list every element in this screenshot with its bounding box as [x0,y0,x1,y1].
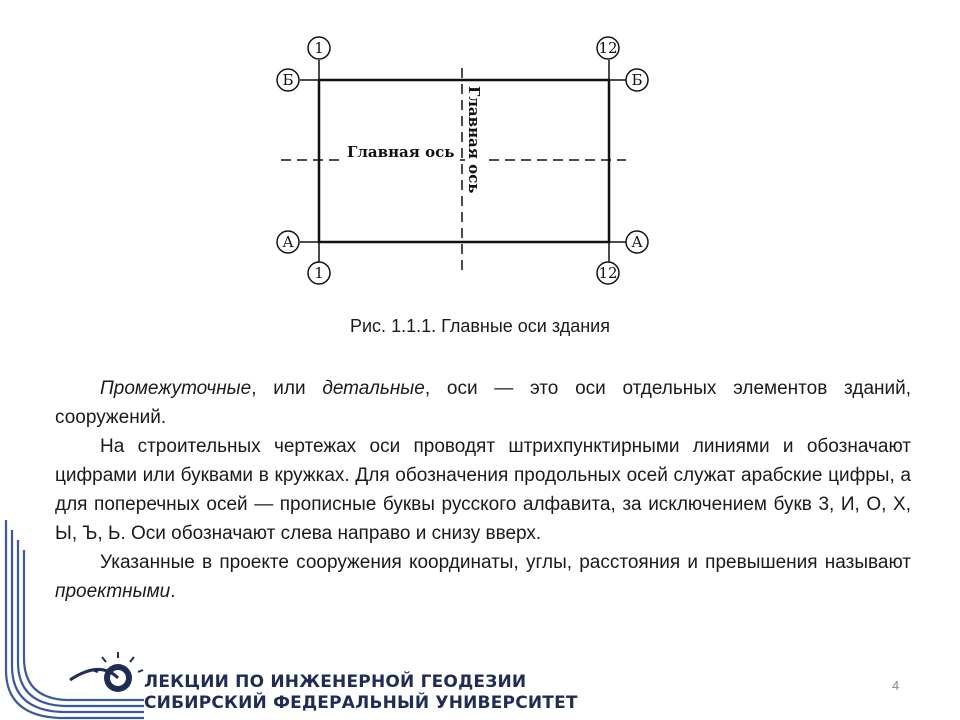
axis-marker-1-top [308,37,330,59]
body-text [55,374,911,606]
main-axis-horizontal-label: Главная ось [347,143,455,161]
svg-text:Б: Б [631,71,643,89]
axis-marker-12-top [597,37,619,59]
svg-text:1: 1 [314,264,324,282]
footer-decoration [0,520,144,720]
footer-line-1: ЛЕКЦИИ ПО ИНЖЕНЕРНОЙ ГЕОДЕЗИИ [144,672,527,692]
paragraph-intermediate-axes: Промежуточные, или детальные, оси — это оси отдельных элементов зданий, сооружений. [55,378,912,428]
axis-marker-1-bottom [308,262,330,284]
paragraph-design-coordinates: Указанные в проекте сооружения координаты, углы, расстояния и превышения называют проектными. [55,552,911,602]
paragraph-drawing-axes: На строительных чертежах оси проводят штрихпунктирными линиями и обозначают цифрами или буквами в кружках. Для обозначения продольных осей служат арабские цифры, а для поперечных осей — прописные буквы русского алфавита, за исключением букв 3, И, О, Х, Ы, Ъ, Ь. Оси обозначают слева направо и снизу вверх. [55,436,911,544]
axis-marker-a-right [626,231,648,253]
footer-title [144,672,578,714]
university-logo [70,652,143,692]
svg-text:Б: Б [282,71,294,89]
axis-marker-b-right [626,69,648,91]
svg-text:А: А [282,233,294,251]
svg-text:А: А [631,233,643,251]
svg-text:1: 1 [314,39,324,57]
figure-caption: Рис. 1.1.1. Главные оси здания [350,316,610,336]
axis-marker-b-left [277,69,299,91]
axis-marker-12-bottom [597,262,619,284]
footer-line-2: СИБИРСКИЙ ФЕДЕРАЛЬНЫЙ УНИВЕРСИТЕТ [144,693,578,713]
main-axis-vertical-label: Главная ось [465,86,483,194]
axis-marker-a-left [277,231,299,253]
svg-text:12: 12 [598,264,618,282]
page-number: 4 [892,678,900,693]
svg-text:12: 12 [598,39,618,57]
building-axes-diagram [0,0,960,310]
